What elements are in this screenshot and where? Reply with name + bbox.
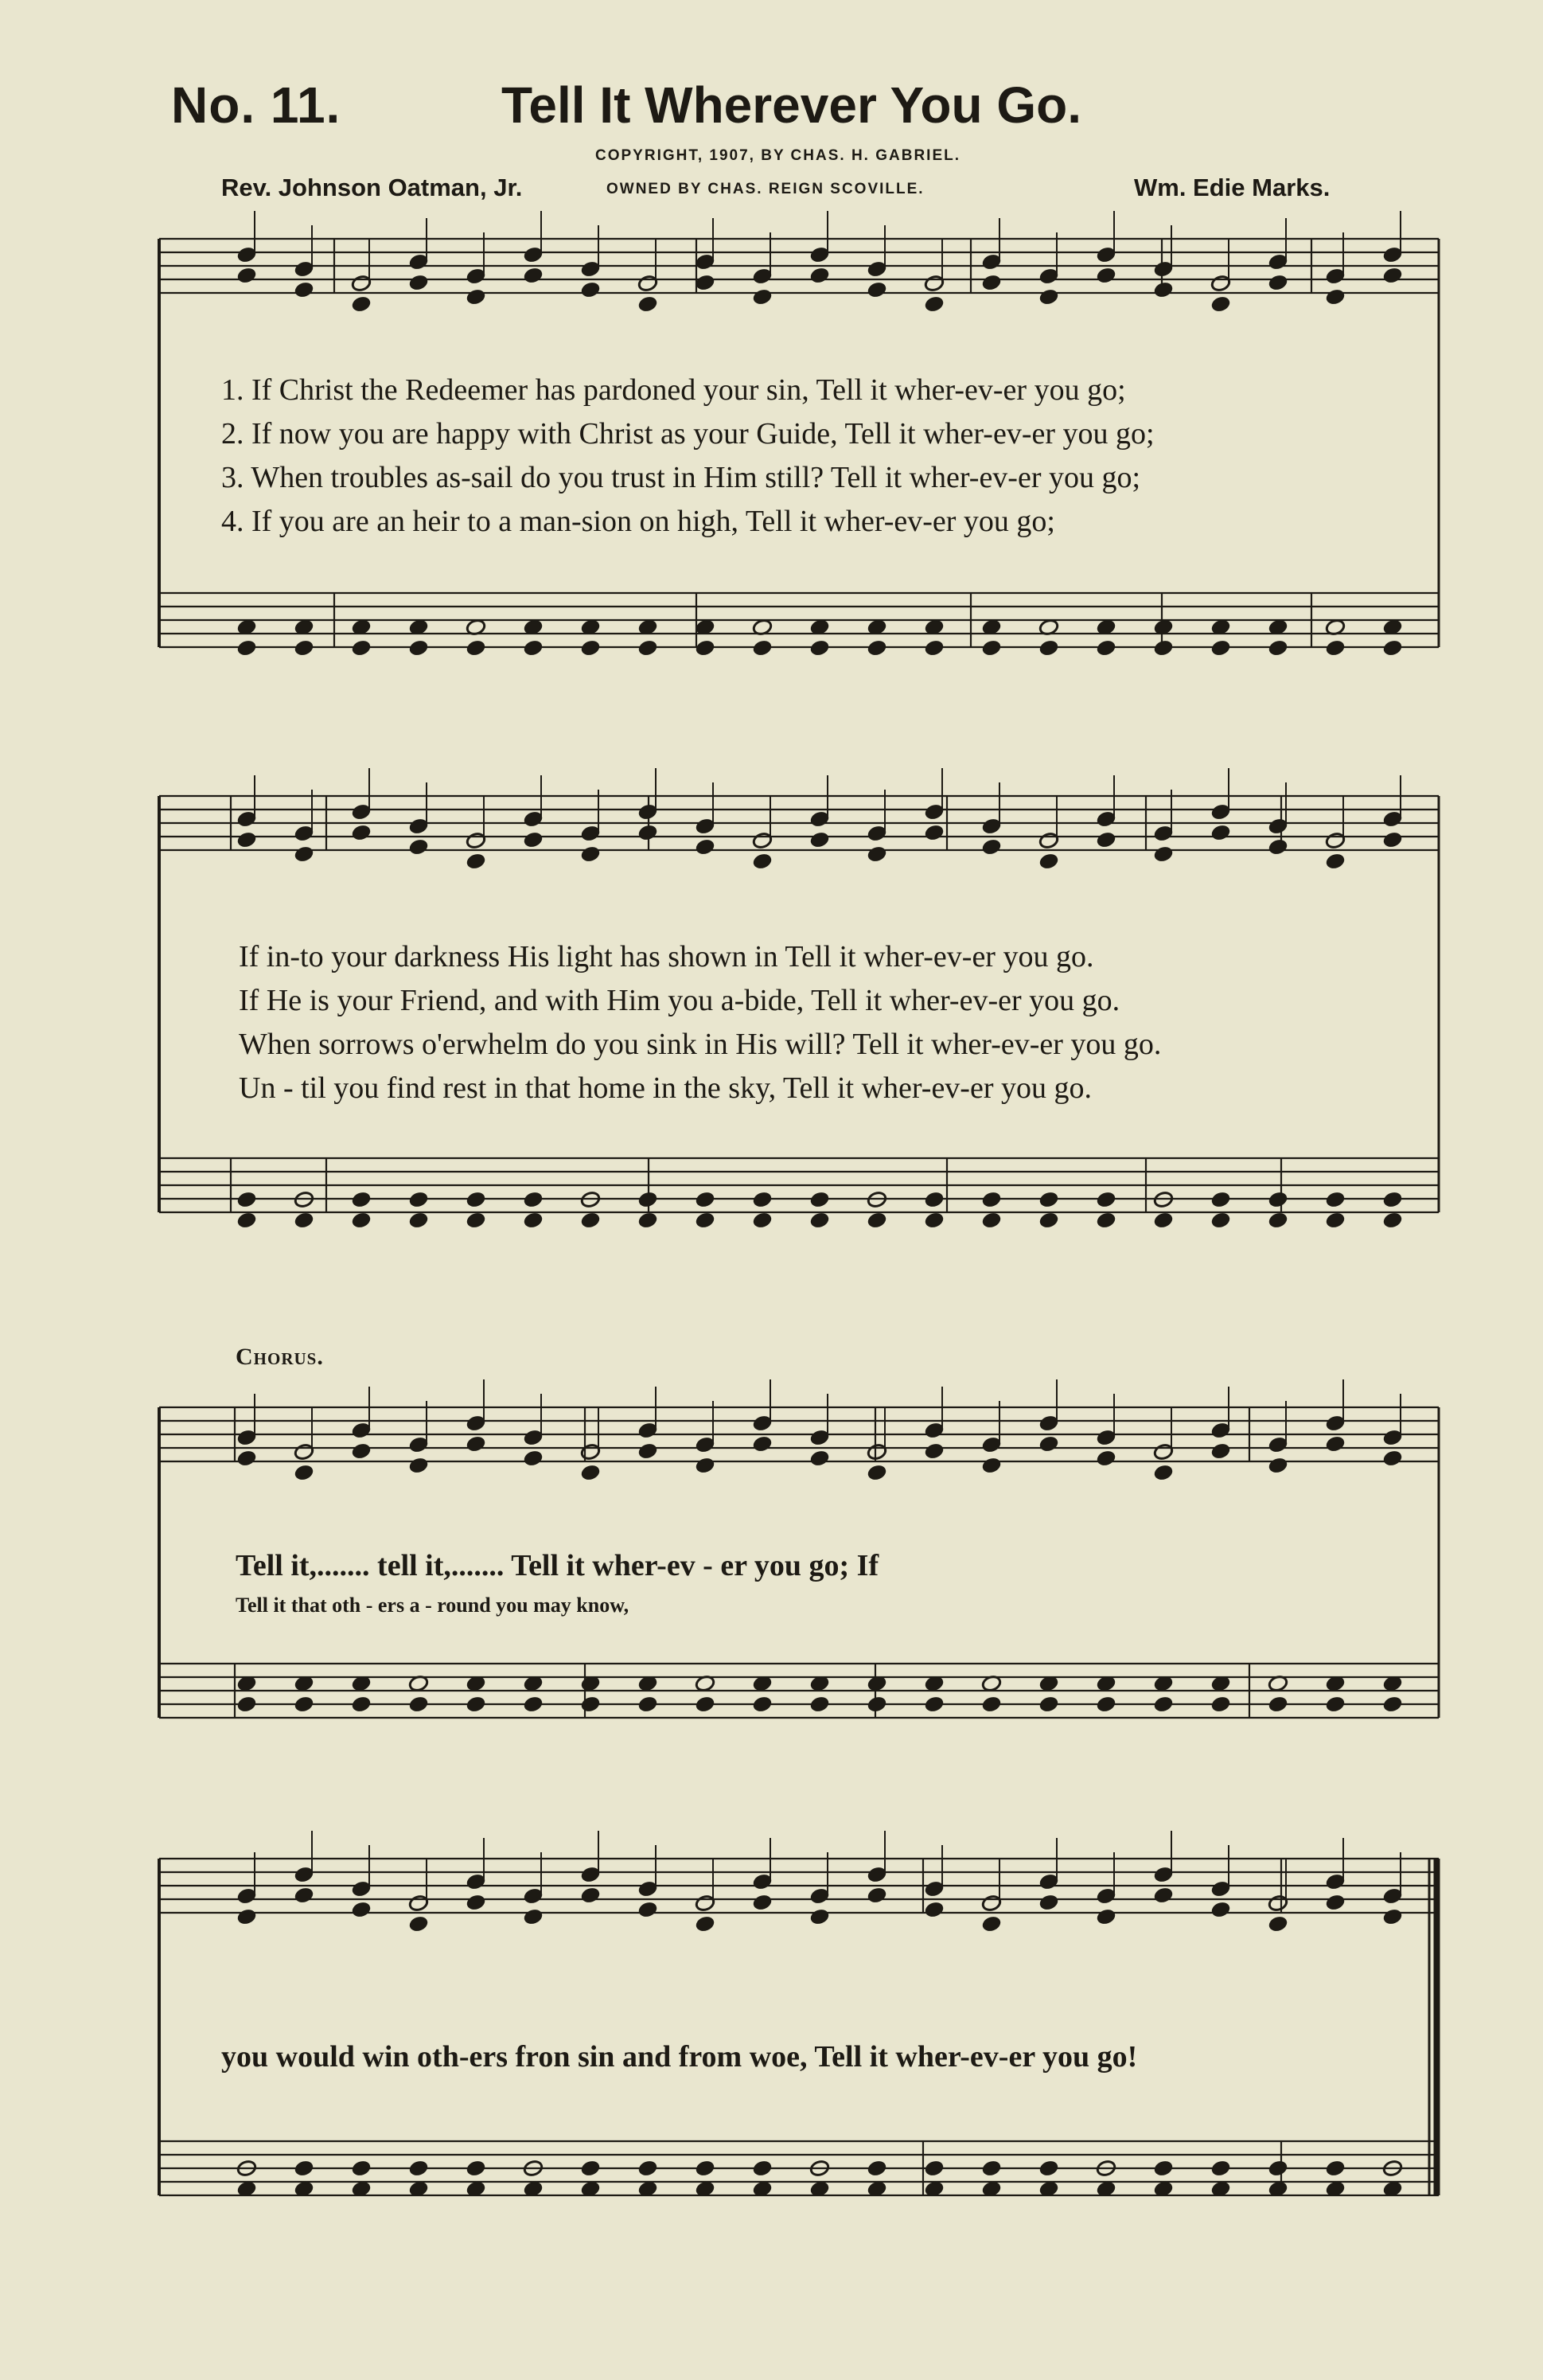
verse-4-line-1: 4. If you are an heir to a man-sion on high, Tell it wher-ev-er you go; — [221, 505, 1055, 538]
chorus-line-1: Tell it,....... tell it,....... Tell it wher-ev - er you go; If — [236, 1549, 879, 1582]
copyright-line: COPYRIGHT, 1907, BY CHAS. H. GABRIEL. — [595, 147, 961, 164]
chorus-line-2: you would win oth-ers fron sin and from woe, Tell it wher-ev-er you go! — [221, 2040, 1138, 2074]
verse-4-line-2: Un - til you find rest in that home in the sky, Tell it wher-ev-er you go. — [239, 1071, 1092, 1105]
ownership-line: OWNED BY CHAS. REIGN SCOVILLE. — [606, 181, 925, 197]
verse-1-line-2: If in-to your darkness His light has shown in Tell it wher-ev-er you go. — [239, 940, 1094, 973]
chorus-line-1-alt: Tell it that oth - ers a - round you may know, — [236, 1594, 629, 1617]
hymn-number: No. 11. — [171, 76, 341, 134]
verse-2-line-2: If He is your Friend, and with Him you a-bide, Tell it wher-ev-er you go. — [239, 984, 1120, 1017]
composer: Wm. Edie Marks. — [1134, 174, 1331, 201]
verse-3-line-1: 3. When troubles as-sail do you trust in Him still? Tell it wher-ev-er you go; — [221, 461, 1141, 494]
hymn-title: Tell It Wherever You Go. — [501, 76, 1082, 134]
verse-1-line-1: 1. If Christ the Redeemer has pardoned your sin, Tell it wher-ev-er you go; — [221, 373, 1126, 407]
lyricist: Rev. Johnson Oatman, Jr. — [221, 174, 523, 201]
chorus-label: Chorus. — [236, 1344, 324, 1370]
verse-2-line-1: 2. If now you are happy with Christ as your Guide, Tell it wher-ev-er you go; — [221, 417, 1155, 451]
verse-3-line-2: When sorrows o'erwhelm do you sink in His will? Tell it wher-ev-er you go. — [239, 1028, 1162, 1061]
